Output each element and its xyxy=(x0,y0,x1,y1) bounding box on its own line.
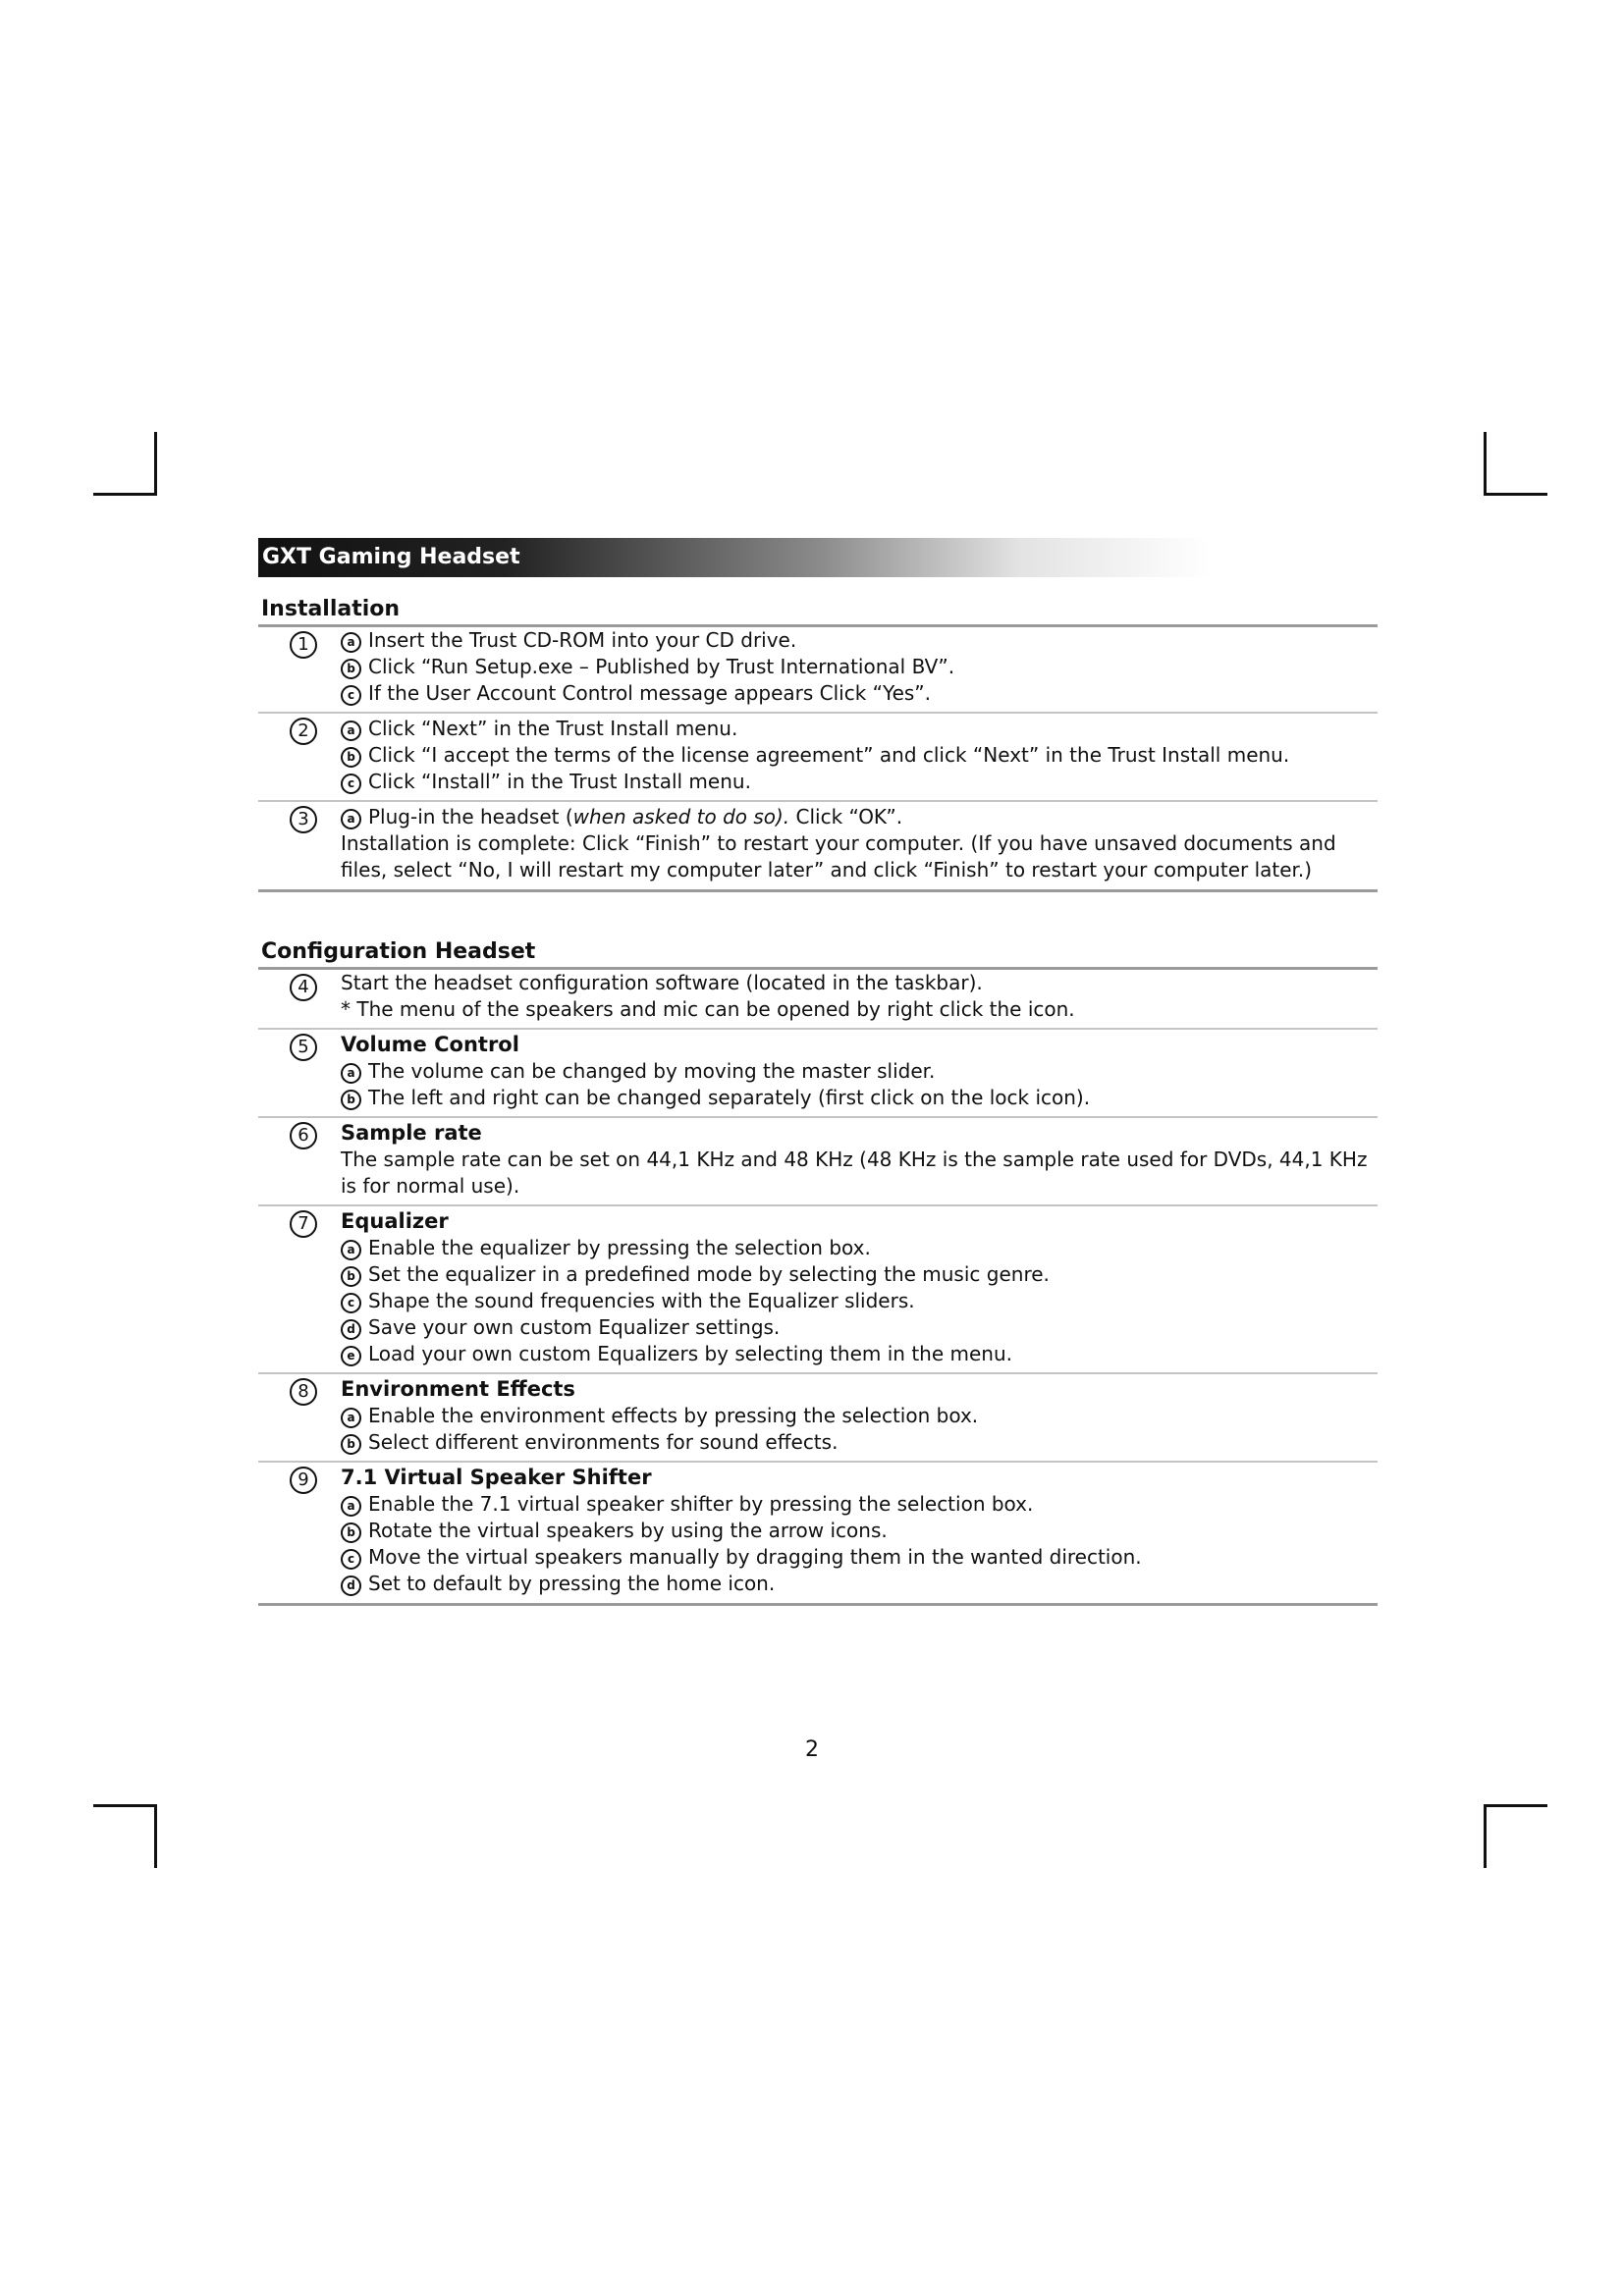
section-divider xyxy=(258,1603,1378,1606)
step-item-italic-text: when asked to do so). xyxy=(572,805,790,828)
step-item xyxy=(341,1314,1378,1341)
substep-badge: c xyxy=(341,1293,361,1313)
configuration-step-5 xyxy=(258,1028,1378,1113)
installation-heading: Installation xyxy=(261,597,401,621)
step-item-text: Click “OK”. xyxy=(789,805,903,828)
step-text: * The menu of the speakers and mic can be opened by right click the icon. xyxy=(341,997,1075,1021)
step-item-text: Insert the Trust CD-ROM into your CD drive. xyxy=(368,628,797,652)
substep-badge: d xyxy=(341,1319,361,1340)
step-number-badge: 1 xyxy=(290,631,317,659)
step-item-text: Save your own custom Equalizer settings. xyxy=(368,1315,781,1339)
step-item xyxy=(341,1491,1378,1518)
substep-badge: a xyxy=(341,1496,361,1517)
step-title: Sample rate xyxy=(341,1121,482,1145)
step-item-text: Click “I accept the terms of the license agreement” and click “Next” in the Trust Install menu. xyxy=(368,743,1290,767)
crop-mark-bottom-right xyxy=(1484,1804,1547,1868)
configuration-step-6 xyxy=(258,1116,1378,1201)
substep-badge: b xyxy=(341,1522,361,1543)
step-item-text: Enable the 7.1 virtual speaker shifter by pressing the selection box. xyxy=(368,1492,1034,1516)
substep-badge: a xyxy=(341,809,361,829)
step-item xyxy=(341,1261,1378,1288)
step-item xyxy=(341,804,1378,830)
step-item xyxy=(341,680,1378,707)
step-text: The sample rate can be set on 44,1 KHz and 48 KHz (48 KHz is the sample rate used for DVDs, 44,1 KHz is for normal use). xyxy=(341,1148,1368,1198)
step-item xyxy=(341,1058,1378,1085)
configuration-step-4 xyxy=(258,970,1378,1025)
configuration-heading: Configuration Headset xyxy=(261,939,536,964)
step-item xyxy=(341,742,1378,769)
step-item-text: Select different environments for sound effects. xyxy=(368,1430,839,1454)
installation-step-1 xyxy=(258,627,1378,709)
step-item-text: The left and right can be changed separately (first click on the lock icon). xyxy=(368,1086,1091,1109)
step-number-badge: 2 xyxy=(290,718,317,745)
installation-steps xyxy=(258,627,1378,885)
step-item xyxy=(341,1429,1378,1456)
substep-badge: b xyxy=(341,659,361,679)
installation-step-3 xyxy=(258,800,1378,885)
manual-content xyxy=(258,538,1378,1606)
step-item-text: Move the virtual speakers manually by dragging them in the wanted direction. xyxy=(368,1545,1142,1569)
step-item xyxy=(341,1544,1378,1571)
step-item xyxy=(341,1085,1378,1111)
substep-badge: a xyxy=(341,1240,361,1260)
configuration-step-8 xyxy=(258,1372,1378,1458)
page-number: 2 xyxy=(805,1737,819,1762)
step-text: Start the headset configuration software (located in the taskbar). xyxy=(341,971,983,994)
document-title: GXT Gaming Headset xyxy=(258,538,1378,577)
step-item xyxy=(341,1288,1378,1314)
step-item xyxy=(341,769,1378,795)
step-item xyxy=(341,1571,1378,1597)
step-title: 7.1 Virtual Speaker Shifter xyxy=(341,1466,652,1489)
step-item-text: Click “Run Setup.exe – Published by Trust International BV”. xyxy=(368,655,955,678)
substep-badge: a xyxy=(341,1063,361,1084)
step-item-text: Enable the equalizer by pressing the selection box. xyxy=(368,1236,871,1259)
step-item-text: Plug-in the headset ( xyxy=(368,805,573,828)
crop-mark-bottom-left xyxy=(93,1804,157,1868)
step-item xyxy=(341,1235,1378,1261)
substep-badge: a xyxy=(341,632,361,653)
step-number-badge: 9 xyxy=(290,1467,317,1494)
substep-badge: a xyxy=(341,721,361,741)
step-item xyxy=(341,1518,1378,1544)
step-item xyxy=(341,716,1378,742)
substep-badge: c xyxy=(341,1549,361,1570)
step-item-text: Load your own custom Equalizers by selecting them in the menu. xyxy=(368,1342,1013,1365)
step-title: Equalizer xyxy=(341,1209,449,1233)
substep-badge: b xyxy=(341,1434,361,1455)
step-title: Volume Control xyxy=(341,1033,519,1056)
step-item xyxy=(341,1341,1378,1367)
step-number-badge: 4 xyxy=(290,974,317,1001)
crop-mark-top-right xyxy=(1484,432,1547,496)
step-item-text: If the User Account Control message appears Click “Yes”. xyxy=(368,681,932,705)
step-number-badge: 8 xyxy=(290,1378,317,1406)
step-item xyxy=(341,1403,1378,1429)
step-item-text: Click “Install” in the Trust Install menu. xyxy=(368,770,751,793)
substep-badge: b xyxy=(341,1090,361,1110)
configuration-step-9 xyxy=(258,1461,1378,1599)
step-item-text: Rotate the virtual speakers by using the arrow icons. xyxy=(368,1519,888,1542)
substep-badge: b xyxy=(341,1266,361,1287)
substep-badge: e xyxy=(341,1346,361,1366)
step-number-badge: 7 xyxy=(290,1210,317,1238)
step-item-text: Shape the sound frequencies with the Equalizer sliders. xyxy=(368,1289,915,1312)
substep-badge: a xyxy=(341,1408,361,1428)
step-item xyxy=(341,627,1378,654)
installation-complete-note: Installation is complete: Click “Finish” to restart your computer. (If you have unsaved documents and files, select “No, I will restart my computer later” and click “Finish” to restart your computer later.) xyxy=(341,831,1336,881)
step-item-text: Click “Next” in the Trust Install menu. xyxy=(368,717,738,740)
crop-mark-top-left xyxy=(93,432,157,496)
step-number-badge: 3 xyxy=(290,806,317,833)
step-item xyxy=(341,654,1378,680)
step-item-text: Set the equalizer in a predefined mode by selecting the music genre. xyxy=(368,1262,1050,1286)
substep-badge: c xyxy=(341,685,361,706)
step-item-text: The volume can be changed by moving the master slider. xyxy=(368,1059,936,1083)
step-title: Environment Effects xyxy=(341,1377,575,1401)
substep-badge: c xyxy=(341,774,361,794)
step-number-badge: 6 xyxy=(290,1122,317,1149)
step-number-badge: 5 xyxy=(290,1034,317,1061)
installation-step-2 xyxy=(258,712,1378,797)
step-item-text: Enable the environment effects by pressing the selection box. xyxy=(368,1404,979,1427)
step-item-text: Set to default by pressing the home icon. xyxy=(368,1572,776,1595)
substep-badge: b xyxy=(341,747,361,768)
substep-badge: d xyxy=(341,1575,361,1596)
configuration-steps xyxy=(258,970,1378,1599)
configuration-step-7 xyxy=(258,1204,1378,1369)
